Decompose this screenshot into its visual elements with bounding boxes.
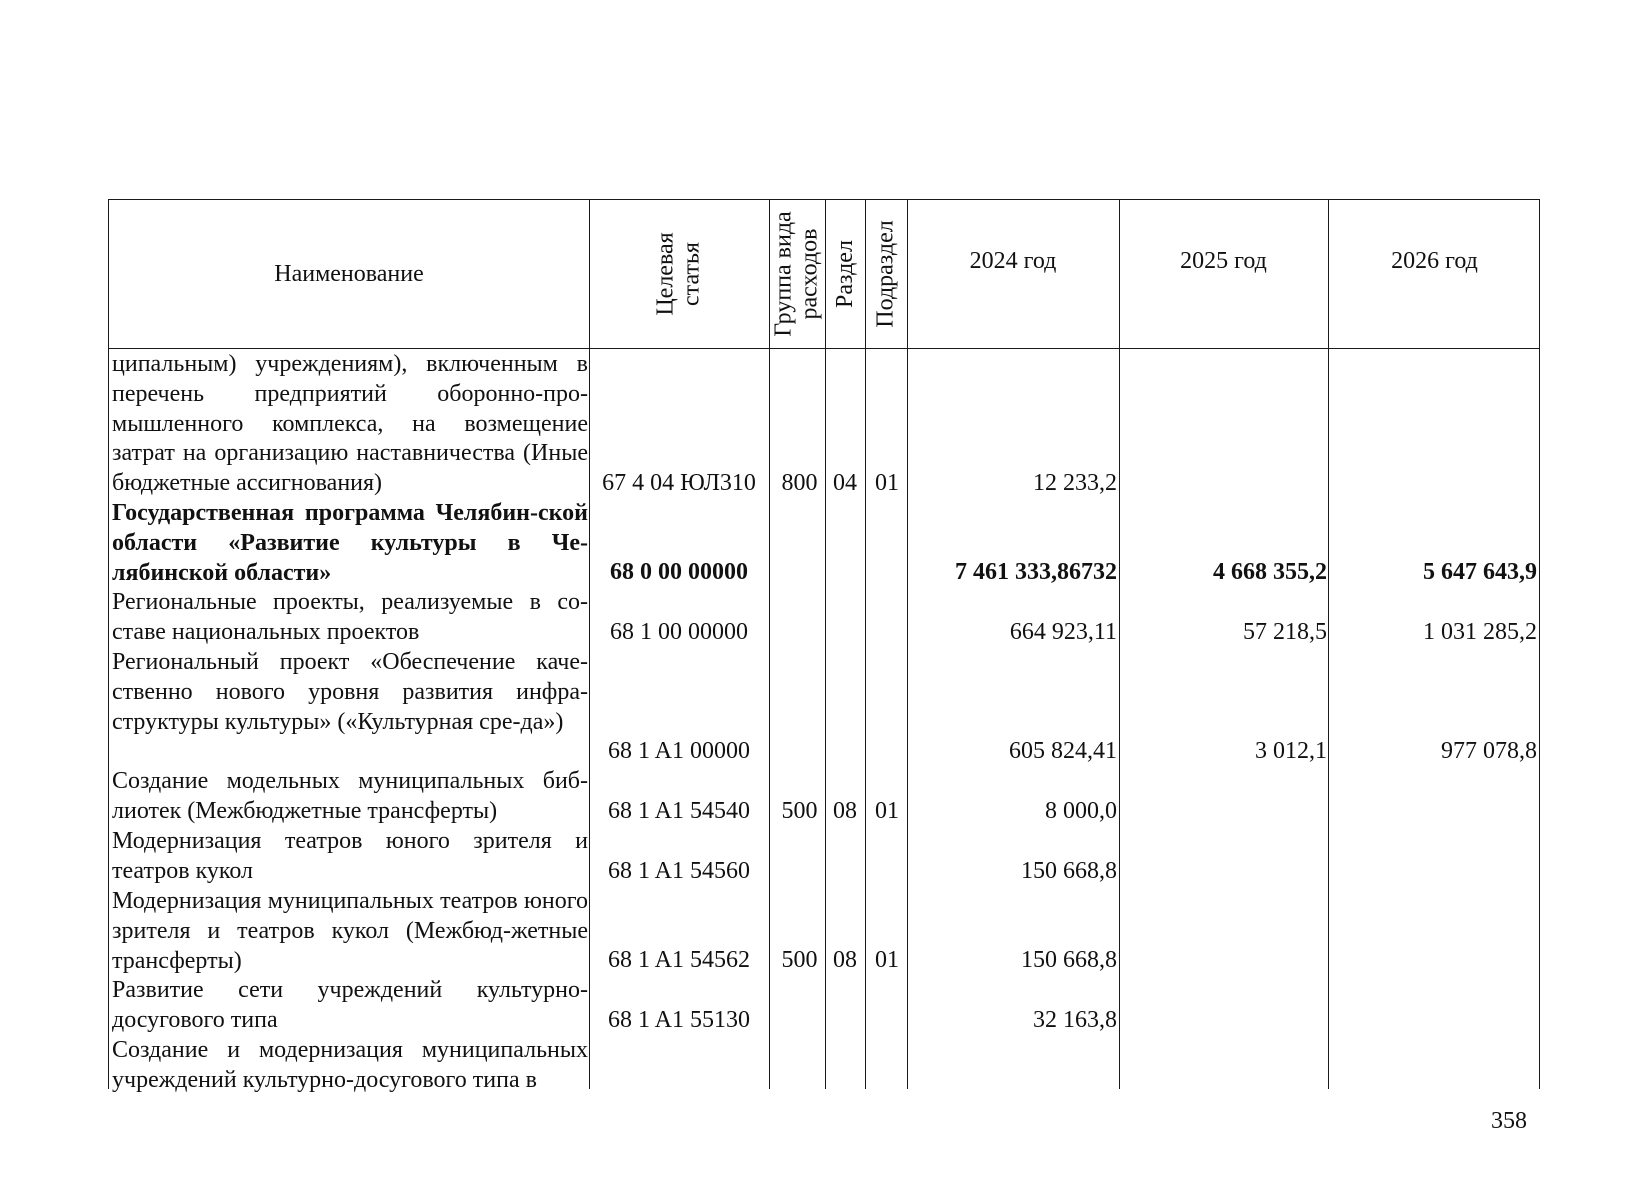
table-row: Развитие сети учреждений культурно-досугового типа 68 1 A1 55130 32 163,8	[112, 977, 1117, 1034]
header-subsection: Подраздел	[873, 220, 900, 328]
header-target-article: Целевая статья	[652, 232, 705, 316]
table-row: Модернизация театров юного зрителя и театров кукол 68 1 A1 54560 150 668,8	[112, 828, 1117, 885]
page-number: 358	[1491, 1108, 1527, 1134]
header-year-2025: 2025 год	[1180, 248, 1267, 274]
header-expense-group: Группа вида расходов	[771, 211, 823, 337]
header-divider	[109, 348, 1539, 349]
table-row: ципальным) учреждениям), включенным в перечень предприятий оборонно-про-мышленного комплекса, на возмещение затрат на организацию наставничества (Иные бюджетные ассигнования) 67 4 04 ЮЛ310 800 04 01 12 233,2	[112, 351, 1117, 497]
budget-table	[108, 199, 1540, 1093]
table-row: Региональные проекты, реализуемые в со-ставе национальных проектов 68 1 00 00000 664 923,11 57 218,5 1 031 285,2	[112, 589, 1537, 646]
header-year-2026: 2026 год	[1391, 248, 1478, 274]
header-year-2024: 2024 год	[969, 248, 1057, 274]
table-row: Модернизация муниципальных театров юного зрителя и театров кукол (Межбюд-жетные трансферты) 68 1 A1 54562 500 08 01 150 668,8	[112, 888, 1117, 974]
table-row: Региональный проект «Обеспечение каче-ственно нового уровня развития инфра-структуры культуры» («Культурная сре-да») 68 1 A1 00000 605 824,41 3 012,1 977 078,8	[112, 649, 1537, 765]
header-name: Наименование	[274, 260, 424, 287]
table-row: Создание и модернизация муниципальных учреждений культурно-досугового типа в	[112, 1037, 588, 1093]
table-row: Создание модельных муниципальных биб-лиотек (Межбюджетные трансферты) 68 1 A1 54540 500 08 01 8 000,0	[112, 768, 1117, 825]
header-section: Раздел	[832, 240, 859, 308]
table-row-program: Государственная программа Челябин-ской области «Развитие культуры в Че-лябинской области» 68 0 00 00000 7 461 333,86732 4 668 355,2 5 647 643,9	[112, 500, 1537, 586]
